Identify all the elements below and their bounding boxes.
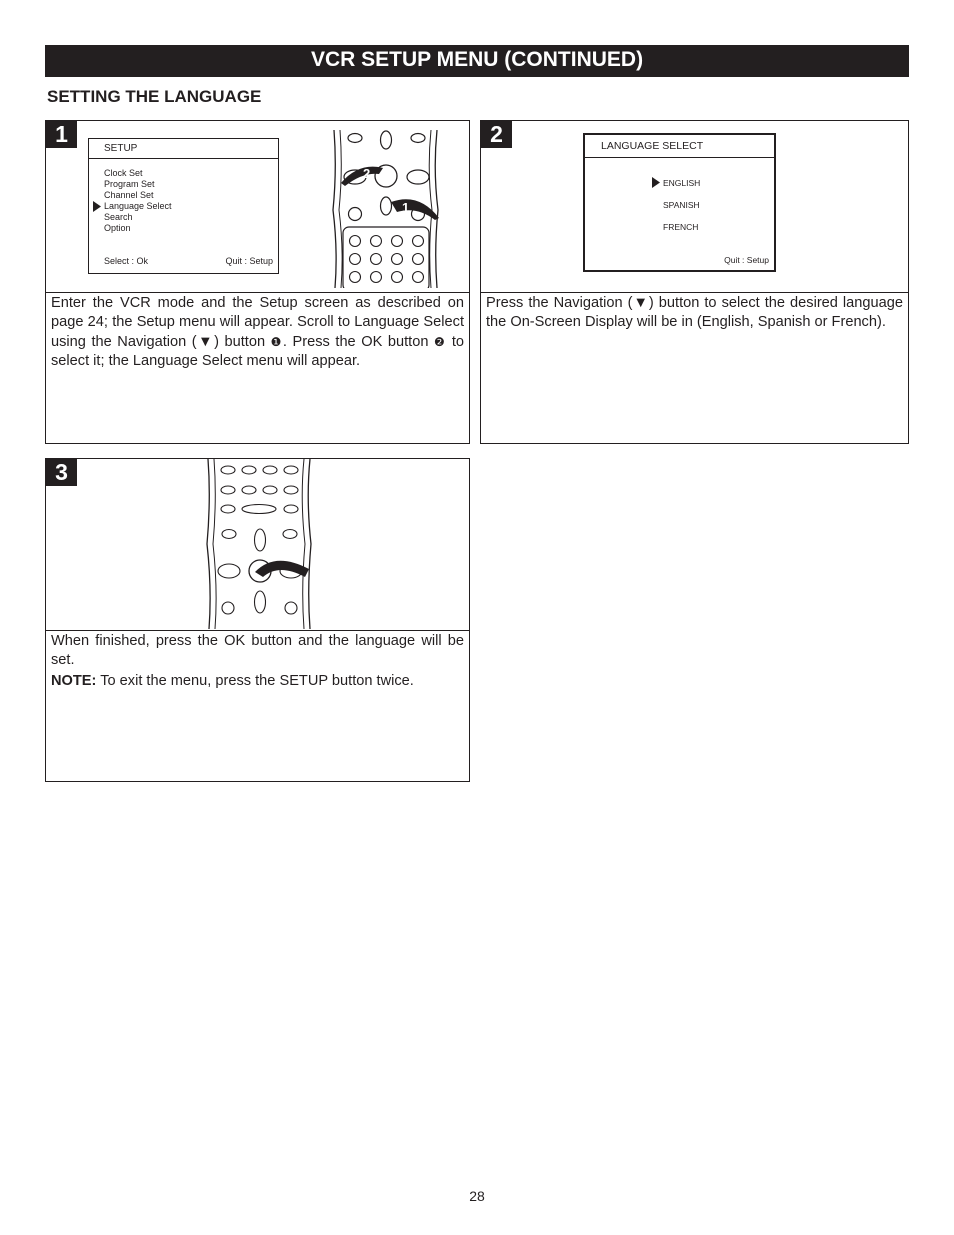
step-2-badge: 2 xyxy=(481,121,512,148)
setup-menu-screen xyxy=(88,138,279,274)
down-arrow-icon: ▼ xyxy=(632,295,649,311)
language-select-title: LANGUAGE SELECT xyxy=(601,140,704,152)
down-arrow-icon: ▼ xyxy=(196,333,215,350)
step-3-text-line1: When finished, press the OK button and the language will be set. xyxy=(51,633,464,669)
language-option-french: FRENCH xyxy=(663,222,699,232)
language-option-english: ENGLISH xyxy=(663,178,701,188)
section-heading: SETTING THE LANGUAGE xyxy=(47,87,262,106)
setup-menu-item-channel-set: Channel Set xyxy=(104,190,154,200)
setup-menu-footer-quit: Quit : Setup xyxy=(225,256,273,266)
step-1-divider xyxy=(46,292,469,293)
language-select-screen xyxy=(583,133,776,272)
page-number: 28 xyxy=(469,1188,485,1204)
callout-arrow-ok-icon xyxy=(341,167,383,186)
remote-control-illustration xyxy=(205,459,313,629)
marker-2-icon: ❷ xyxy=(434,334,447,349)
note-label: NOTE: xyxy=(51,672,97,689)
step-3-divider xyxy=(46,630,469,631)
step-3-panel xyxy=(45,458,470,782)
language-select-title-divider xyxy=(585,157,774,158)
step-1-text-part2: ) button xyxy=(214,333,271,350)
step-1-text-part3: . Press the OK button xyxy=(282,333,434,350)
setup-menu-item-program-set: Program Set xyxy=(104,179,155,189)
marker-1-icon: ❶ xyxy=(270,334,283,349)
setup-menu-footer-select: Select : Ok xyxy=(104,256,149,266)
step-1-badge: 1 xyxy=(46,121,77,148)
step-1-text-part1: Enter the VCR mode and the Setup screen as described on page 24; the Setup menu will appear. Scroll to Language Select using the Navigation ( xyxy=(51,295,464,350)
language-select-footer-quit: Quit : Setup xyxy=(724,255,769,265)
setup-menu-item-clock-set: Clock Set xyxy=(104,168,143,178)
selection-pointer-icon xyxy=(651,177,661,188)
language-option-spanish: SPANISH xyxy=(663,200,700,210)
step-1-panel xyxy=(45,120,470,444)
callout-number-navigation: 1 xyxy=(402,200,410,215)
step-2-panel xyxy=(480,120,909,444)
setup-menu-item-option: Option xyxy=(104,223,131,233)
step-3-badge: 3 xyxy=(46,459,77,486)
step-2-description xyxy=(486,294,903,333)
setup-menu-item-language-select: Language Select xyxy=(104,201,172,211)
step-2-text-part1: Press the Navigation ( xyxy=(486,295,633,311)
setup-menu-title-divider xyxy=(89,158,278,159)
selection-pointer-icon xyxy=(92,201,102,212)
step-3-note xyxy=(51,672,464,691)
callout-number-ok: 2 xyxy=(363,166,371,181)
step-3-description xyxy=(51,632,464,691)
remote-control-illustration xyxy=(331,130,441,288)
step-1-text-part4: to select it; the Language Select menu will appear. xyxy=(51,333,464,370)
step-2-text-part2: ) button to select the desired language the On-Screen Display will be in (English, Spanish or French). xyxy=(486,295,903,331)
note-text: To exit the menu, press the SETUP button twice. xyxy=(96,672,414,689)
step-1-description xyxy=(51,294,464,372)
setup-menu-item-search: Search xyxy=(104,212,133,222)
page-title: VCR SETUP MENU (CONTINUED) xyxy=(45,45,909,77)
setup-menu-title: SETUP xyxy=(104,143,138,154)
step-2-divider xyxy=(481,292,908,293)
